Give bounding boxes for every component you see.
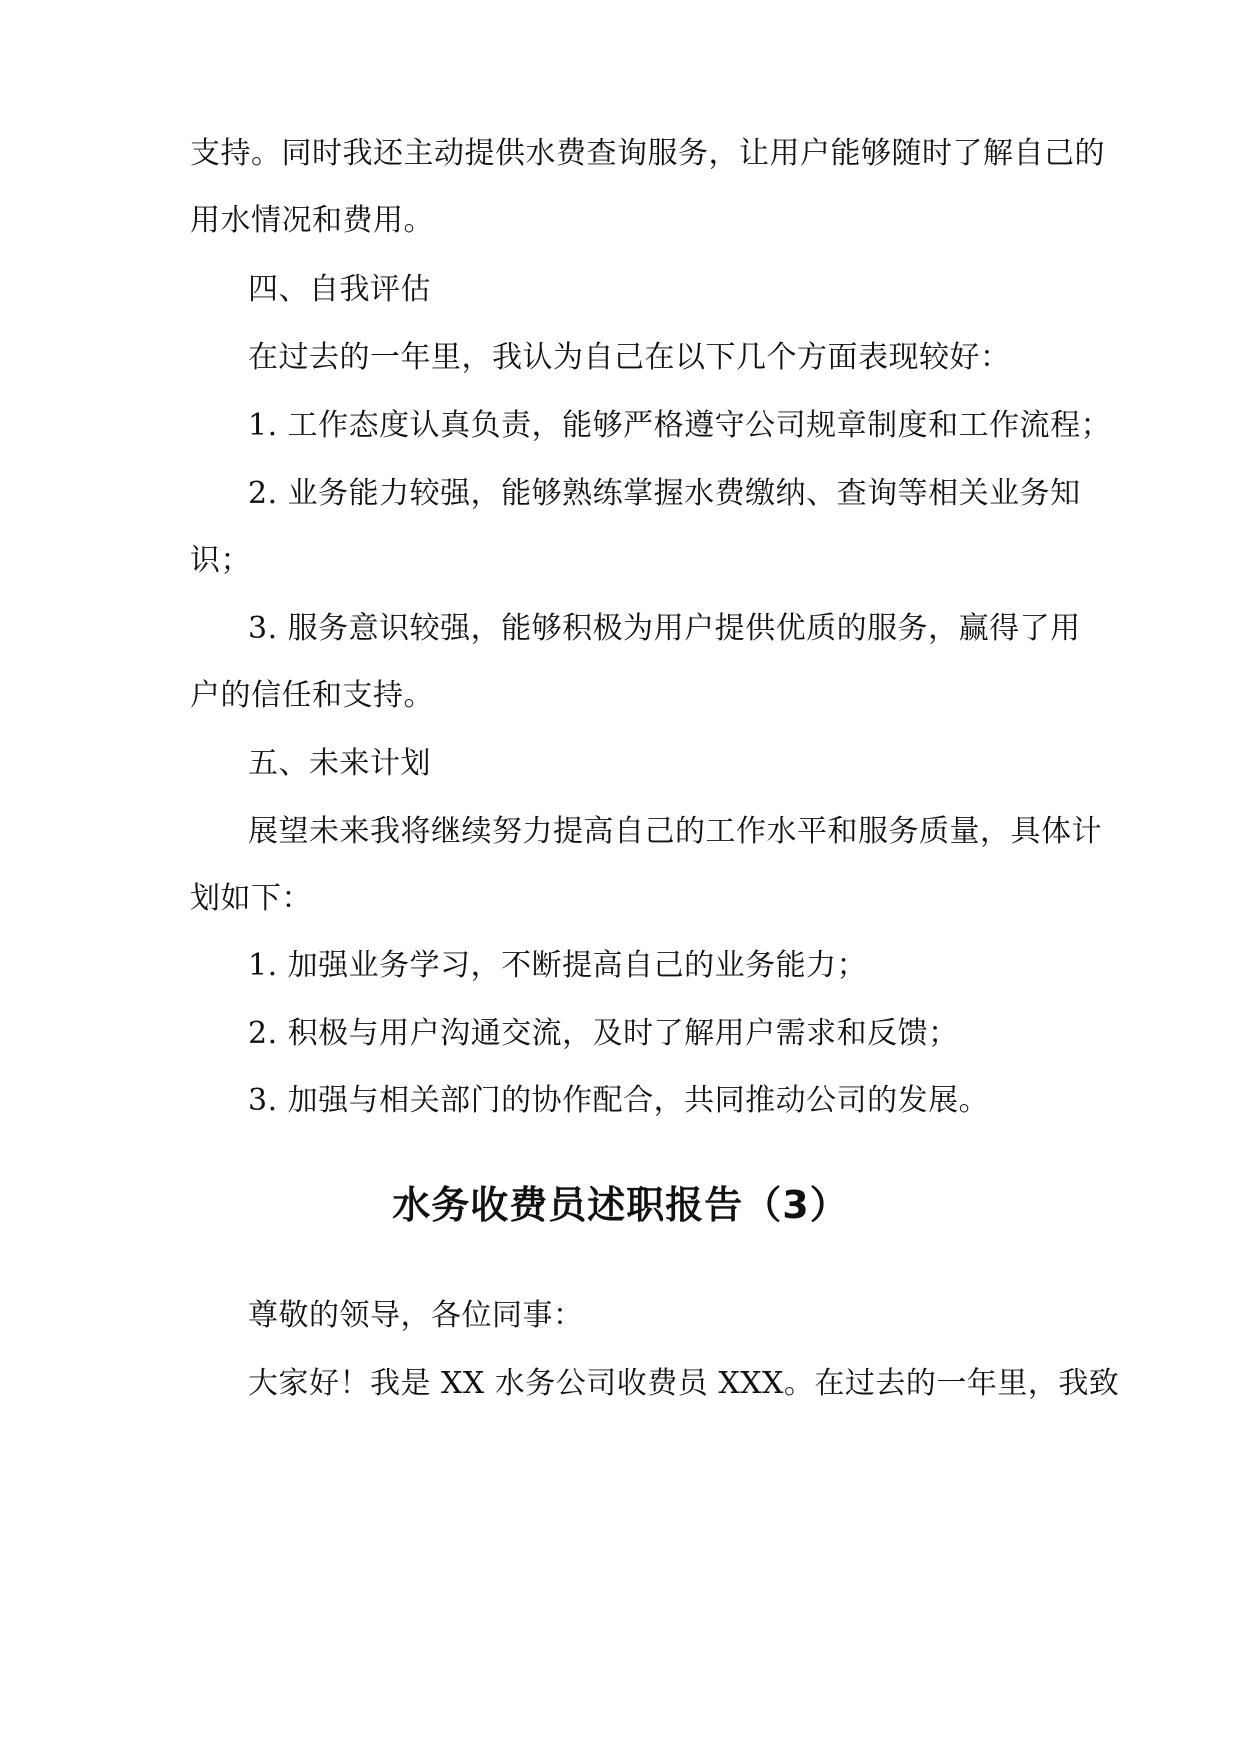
paragraph-line: 识；: [190, 543, 251, 578]
paragraph-line: 支持。同时我还主动提供水费查询服务，让用户能够随时了解自己的: [190, 136, 1105, 171]
paragraph-line: 在过去的一年里，我认为自己在以下几个方面表现较好：: [248, 340, 1011, 375]
section-heading: 五、未来计划: [248, 746, 431, 781]
section-heading: 四、自我评估: [248, 272, 431, 307]
list-item: 2. 积极与用户沟通交流，及时了解用户需求和反馈；: [248, 1016, 959, 1051]
paragraph-line: 户的信任和支持。: [190, 678, 434, 713]
paragraph-line: 展望未来我将继续努力提高自己的工作水平和服务质量，具体计: [248, 814, 1102, 849]
report-title: 水务收费员述职报告（3）: [392, 1183, 849, 1227]
list-item: 3. 加强与相关部门的协作配合，共同推动公司的发展。: [248, 1083, 990, 1118]
salutation: 尊敬的领导，各位同事：: [248, 1298, 584, 1333]
list-item: 1. 工作态度认真负责，能够严格遵守公司规章制度和工作流程；: [248, 408, 1112, 443]
paragraph-line: 划如下：: [190, 881, 312, 916]
list-item: 1. 加强业务学习，不断提高自己的业务能力；: [248, 948, 868, 983]
list-item: 2. 业务能力较强，能够熟练掌握水费缴纳、查询等相关业务知: [248, 476, 1081, 511]
list-item: 3. 服务意识较强，能够积极为用户提供优质的服务，赢得了用: [248, 611, 1081, 646]
paragraph-line: 用水情况和费用。: [190, 203, 434, 238]
paragraph-line: 大家好！我是 XX 水务公司收费员 XXX。在过去的一年里，我致: [248, 1366, 1120, 1401]
